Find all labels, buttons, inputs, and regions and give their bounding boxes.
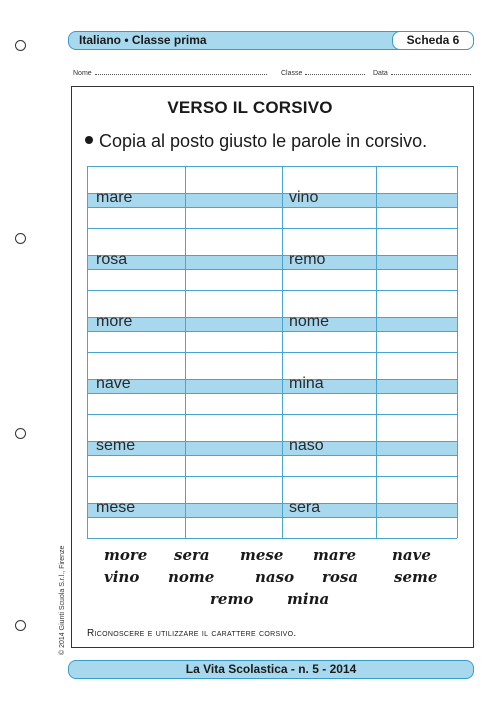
grid-word: sera [289, 499, 321, 516]
grid-line [87, 503, 457, 504]
instruction [85, 131, 427, 152]
data-blank[interactable] [391, 68, 471, 75]
cursive-word: rosa [322, 568, 359, 586]
grid-line [87, 317, 457, 318]
cursive-word: naso [255, 568, 295, 586]
grid-line [87, 331, 457, 332]
grid-line [87, 166, 457, 167]
classe-label: Classe [281, 70, 303, 77]
grid-word: remo [289, 251, 326, 268]
header-bar [68, 31, 474, 50]
nome-label: Nome [73, 70, 92, 77]
footer-bar [68, 660, 474, 679]
classe-blank[interactable] [305, 68, 365, 75]
grid-band [87, 379, 457, 393]
grid-line [87, 379, 457, 380]
binder-hole-bottom [15, 620, 26, 631]
grid-word: vino [289, 189, 319, 206]
grid-band [87, 503, 457, 517]
header-subject: Italiano • Classe prima [79, 33, 207, 47]
binder-hole-lower [15, 428, 26, 439]
instruction-text: Copia al posto giusto le parole in corsivo. [99, 131, 428, 151]
classe-field [281, 68, 365, 77]
worksheet-title: VERSO IL CORSIVO [167, 98, 333, 117]
nome-field [73, 68, 267, 77]
grid-line [87, 228, 457, 229]
binder-hole-upper [15, 233, 26, 244]
scheda-label: Scheda 6 [392, 31, 474, 50]
grid-line [87, 517, 457, 518]
grid-word: seme [96, 437, 136, 454]
grid-line [87, 441, 457, 442]
bullet-icon [85, 136, 93, 144]
grid-line [87, 269, 457, 270]
grid-line [87, 352, 457, 353]
writing-grid[interactable] [87, 166, 457, 538]
grid-line [87, 207, 457, 208]
grid-band [87, 193, 457, 207]
grid-word: naso [289, 437, 324, 454]
grid-word: more [96, 313, 133, 330]
cursive-word: mese [240, 546, 284, 564]
grid-word: nave [96, 375, 131, 392]
cursive-word: nome [168, 568, 215, 586]
grid-line [87, 393, 457, 394]
grid-line [87, 455, 457, 456]
learning-objective: Riconoscere e utilizzare il carattere corsivo. [87, 628, 297, 639]
data-field [373, 68, 471, 77]
grid-column-line [185, 166, 186, 538]
grid-line [87, 476, 457, 477]
grid-line [87, 538, 457, 539]
cursive-word: vino [104, 568, 140, 586]
footer-text: La Vita Scolastica - n. 5 - 2014 [185, 662, 357, 676]
grid-column-line [87, 166, 88, 538]
grid-line [87, 290, 457, 291]
grid-word: mare [96, 189, 133, 206]
cursive-word: mare [313, 546, 357, 564]
grid-word: mese [96, 499, 136, 516]
grid-word: nome [289, 313, 330, 330]
grid-band [87, 441, 457, 455]
grid-line [87, 414, 457, 415]
copyright-notice: © 2014 Giunti Scuola S.r.l., Firenze [59, 545, 66, 655]
cursive-word: seme [394, 568, 438, 586]
grid-band [87, 255, 457, 269]
grid-column-line [457, 166, 458, 538]
grid-column-line [282, 166, 283, 538]
grid-column-line [376, 166, 377, 538]
cursive-word: more [104, 546, 148, 564]
nome-blank[interactable] [95, 68, 267, 75]
grid-word: mina [289, 375, 324, 392]
cursive-word: remo [210, 590, 254, 608]
binder-hole-top [15, 40, 26, 51]
cursive-word: sera [174, 546, 210, 564]
grid-line [87, 255, 457, 256]
grid-word: rosa [96, 251, 128, 268]
cursive-word: mina [287, 590, 330, 608]
data-label: Data [373, 70, 388, 77]
grid-line [87, 193, 457, 194]
grid-band [87, 317, 457, 331]
cursive-word: nave [392, 546, 431, 564]
